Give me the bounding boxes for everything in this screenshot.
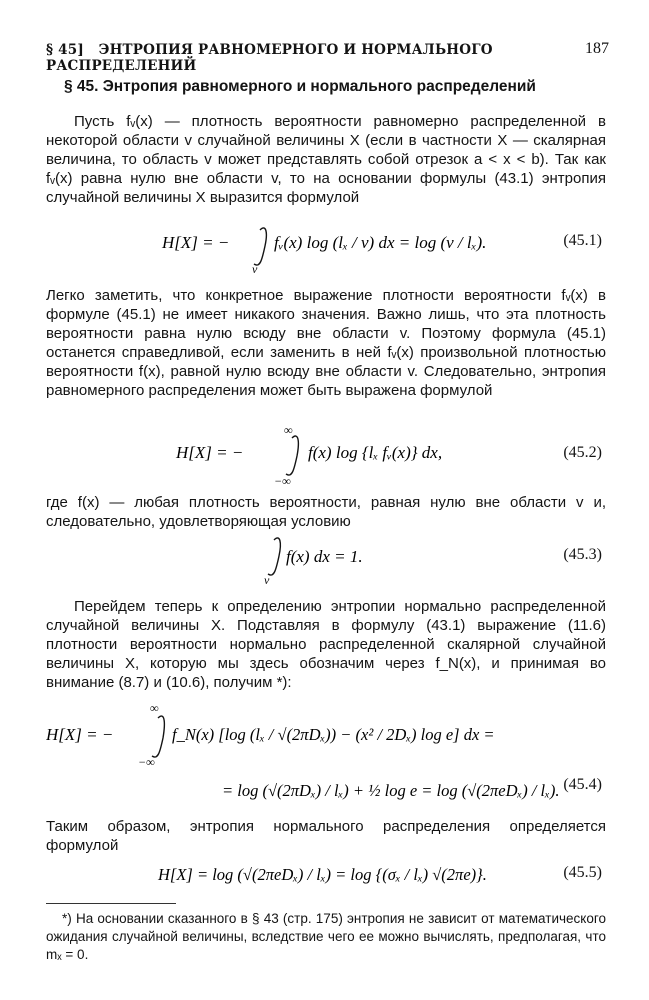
section-title: § 45. Энтропия равномерного и нормального распределений xyxy=(64,78,536,95)
eq2-lhs: H[X] = − xyxy=(176,443,244,462)
paragraph-5-text: Таким образом, энтропия нормального распределения определяется формулой xyxy=(46,818,606,854)
eq4-integral-sign xyxy=(152,716,164,757)
equation-45-4-graphic xyxy=(46,700,606,810)
paragraph-5 xyxy=(46,817,606,855)
eq4-body-line1: f_N(x) [log (lₓ / √(2πDₓ)) − (x² / 2Dₓ) log e] dx = xyxy=(172,725,495,744)
running-head xyxy=(46,40,609,74)
eq4-int-sub: −∞ xyxy=(138,755,155,769)
equation-45-3 xyxy=(46,536,606,586)
paragraph-4-text: Перейдем теперь к определению энтропии нормально распределенной случайной величины X. Подставляя в формулу (43.1) выражение (11.6) плотности вероятности нормально распределенной скалярной случайной величины X, которую мы здесь обозначим через f_N(x), и принимая во внимание (8.7) и (10.6), получим *): xyxy=(46,598,606,691)
equation-45-5-graphic xyxy=(46,856,606,892)
footnote-text: *) На основании сказанного в § 43 (стр. 175) энтропия не зависит от математического ожидания случайной величины, вследствие чего ее можно вычислять, предполагая, что mₓ = 0. xyxy=(46,911,606,962)
paragraph-2-text: Легко заметить, что конкретное выражение плотности вероятности fᵥ(x) в формуле (45.1) не имеет никакого значения. Важно лишь, что эта плотность вероятности равна нулю всюду вне области v. Поэтому формула (45.1) останется справедливой, если заменить в ней fᵥ(x) произвольной плотностью вероятности f(x), равной нулю всюду вне области v. Следовательно, энтропия равномерного распределения может быть выражена формулой xyxy=(46,287,606,399)
equation-45-1 xyxy=(46,226,606,276)
paragraph-3-text: где f(x) — любая плотность вероятности, равная нулю вне области v и, следовательно, удовлетворяющая условию xyxy=(46,494,606,530)
equation-number: (45.4) xyxy=(563,776,602,793)
paragraph-1-text: Пусть fᵥ(x) — плотность вероятности равномерно распределенной в некоторой области v случайной величины X (если в частности X — скалярная величина, то область v может представлять собой отрезок a < x < b). Так как fᵥ(x) равна нулю вне области v, то на основании формулы (43.1) энтропия случайной величины X выразится формулой xyxy=(46,113,606,206)
equation-45-5 xyxy=(46,856,606,892)
running-head-text: ЭНТРОПИЯ РАВНОМЕРНОГО И НОРМАЛЬНОГО РАСПРЕДЕЛЕНИЙ xyxy=(46,42,493,74)
eq2-int-sup: ∞ xyxy=(284,424,293,437)
equation-number: (45.1) xyxy=(563,232,602,249)
eq1-int-sub: v xyxy=(252,262,258,276)
eq3-int-sub: v xyxy=(264,573,270,586)
paragraph-3 xyxy=(46,493,606,531)
running-head-section: § 45] xyxy=(46,42,84,58)
equation-number: (45.5) xyxy=(563,864,602,881)
eq2-int-sub: −∞ xyxy=(274,474,291,486)
footnote xyxy=(46,910,606,964)
equation-45-3-graphic xyxy=(46,536,606,586)
equation-45-1-graphic xyxy=(46,226,606,276)
equation-45-2 xyxy=(46,424,606,486)
eq4-lhs: H[X] = − xyxy=(46,725,114,744)
paragraph-1 xyxy=(46,112,606,207)
equation-45-2-graphic xyxy=(46,424,606,486)
eq1-body: fᵥ(x) log (lₓ / v) dx = log (v / lₓ). xyxy=(274,233,487,252)
eq4-int-sup: ∞ xyxy=(150,701,159,715)
eq3-integral-sign xyxy=(268,538,280,575)
footnote-divider xyxy=(46,903,176,904)
eq2-body: f(x) log {lₓ fᵥ(x)} dx, xyxy=(308,443,443,462)
eq2-integral-sign xyxy=(286,436,298,475)
eq3-body: f(x) dx = 1. xyxy=(286,547,363,566)
equation-number: (45.2) xyxy=(563,444,602,461)
running-head-title xyxy=(46,42,609,74)
equation-number: (45.3) xyxy=(563,546,602,563)
eq4-body-line2: = log (√(2πDₓ) / lₓ) + ½ log e = log (√(2πeDₓ) / lₓ). xyxy=(222,781,560,800)
eq1-lhs: H[X] = − xyxy=(162,233,230,252)
equation-45-4 xyxy=(46,700,606,810)
paragraph-4 xyxy=(46,597,606,692)
page-number: 187 xyxy=(585,40,609,57)
paragraph-2 xyxy=(46,286,606,400)
eq5-body: H[X] = log (√(2πeDₓ) / lₓ) = log {(σₓ / lₓ) √(2πe)}. xyxy=(158,865,487,884)
eq1-integral-sign xyxy=(254,228,266,265)
